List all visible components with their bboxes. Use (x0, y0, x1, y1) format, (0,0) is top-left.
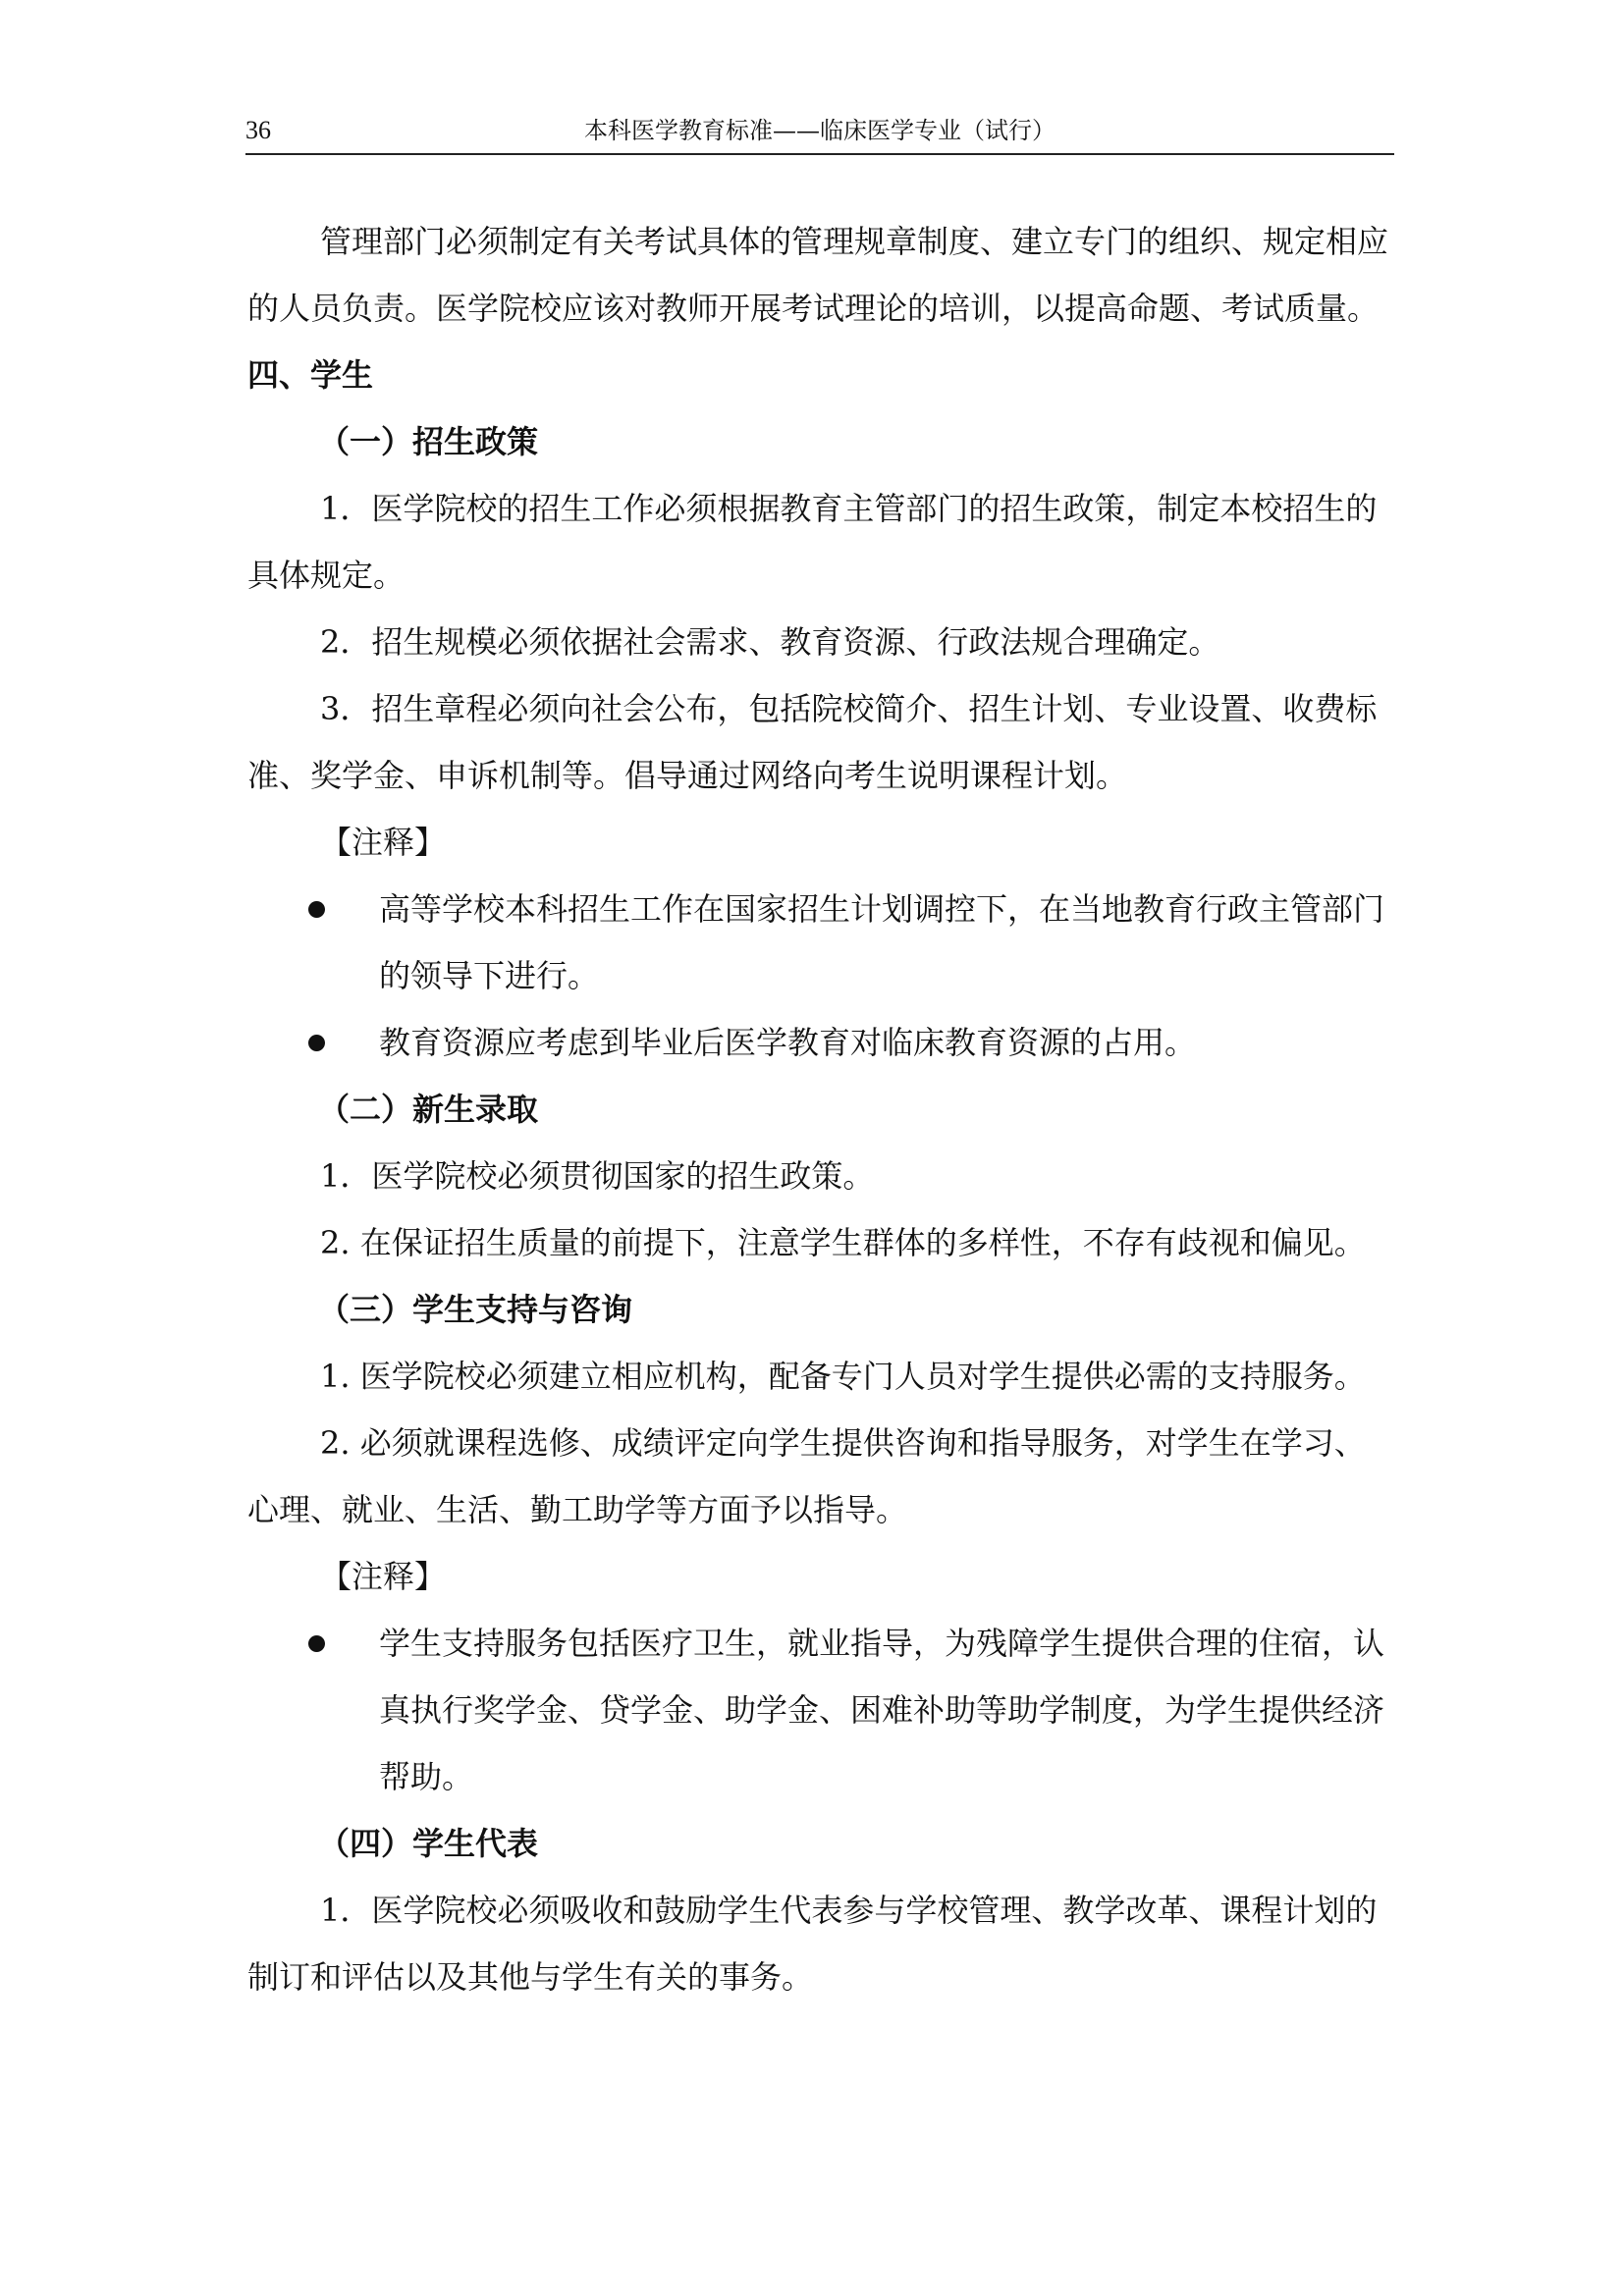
list-item: 2．招生规模必须依据社会需求、教育资源、行政法规合理确定。 (320, 623, 1220, 661)
list-item: 1．医学院校必须吸收和鼓励学生代表参与学校管理、教学改革、课程计划的制订和评估以及其他与学生有关的事务。 (247, 1892, 1378, 1996)
note-bullet-item (247, 876, 1394, 1009)
section-heading: 四、学生 (247, 356, 374, 394)
subsection-heading: （二）新生录取 (318, 1091, 539, 1128)
subsection-heading: （三）学生支持与咨询 (318, 1291, 633, 1328)
intro-paragraph: 管理部门必须制定有关考试具体的管理规章制度、建立专门的组织、规定相应的人员负责。医学院校应该对教师开展考试理论的培训，以提高命题、考试质量。 (247, 223, 1389, 327)
note-text: 高等学校本科招生工作在国家招生计划调控下，在当地教育行政主管部门的领导下进行。 (379, 890, 1385, 994)
list-item: 1．医学院校的招生工作必须根据教育主管部门的招生政策，制定本校招生的具体规定。 (247, 490, 1378, 594)
list-item: 1. 医学院校必须建立相应机构，配备专门人员对学生提供必需的支持服务。 (320, 1358, 1366, 1395)
list-item: 3．招生章程必须向社会公布，包括院校简介、招生计划、专业设置、收费标准、奖学金、申诉机制等。倡导通过网络向考生说明课程计划。 (247, 690, 1378, 794)
note-label: 【注释】 (320, 1558, 447, 1595)
running-title: 本科医学教育标准——临床医学专业（试行） (584, 117, 1056, 144)
bullet-icon (308, 901, 325, 918)
bullet-icon (308, 1035, 325, 1051)
note-text: 学生支持服务包括医疗卫生，就业指导，为残障学生提供合理的住宿，认真执行奖学金、贷学金、助学金、困难补助等助学制度，为学生提供经济帮助。 (379, 1625, 1385, 1795)
list-item: 2. 在保证招生质量的前提下，注意学生群体的多样性，不存有歧视和偏见。 (320, 1224, 1366, 1261)
list-item: 2. 必须就课程选修、成绩评定向学生提供咨询和指导服务，对学生在学习、心理、就业、生活、勤工助学等方面予以指导。 (247, 1424, 1366, 1528)
note-text: 教育资源应考虑到毕业后医学教育对临床教育资源的占用。 (379, 1024, 1197, 1061)
bullet-icon (308, 1635, 325, 1652)
page-header (245, 110, 1394, 155)
note-bullet-item (247, 1610, 1394, 1810)
subsection-heading: （一）招生政策 (318, 423, 539, 460)
document-body (247, 208, 1394, 2010)
note-label: 【注释】 (320, 824, 447, 861)
note-bullet-item (247, 1009, 1394, 1076)
subsection-heading: （四）学生代表 (318, 1825, 539, 1862)
list-item: 1．医学院校必须贯彻国家的招生政策。 (320, 1157, 875, 1195)
page-number: 36 (245, 116, 271, 144)
